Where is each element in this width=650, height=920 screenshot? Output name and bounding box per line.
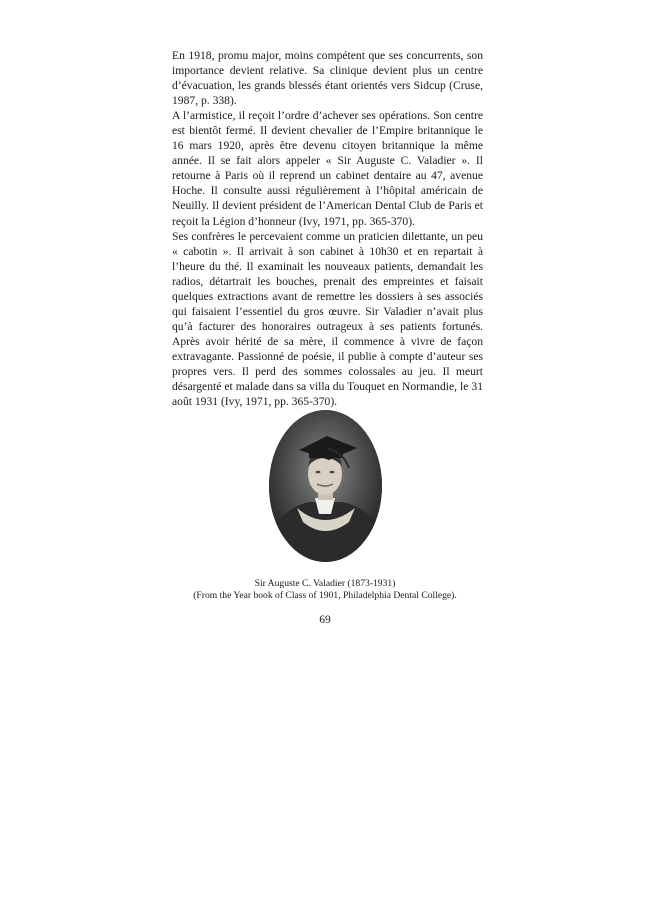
page-number: 69	[319, 613, 331, 626]
paragraph-3: Ses confrères le percevaient comme un praticien dilettante, un peu « cabotin ». Il arrivait à son cabinet à 10h30 et en repartait à l’heure du thé. Il examinait les nouveaux patients, demandait les radios, détartrait les bouches, prenait des empreintes et faisait quelques extractions avant de remettre les dossiers à ses associés qui faisaient l’essentiel du gros œuvre. Sir Valadier n’avait plus qu’à facturer des honoraires outrageux à ses patients fortunés. Après avoir hérité de sa mère, il commence à vivre de façon extravagante. Passionné de poésie, il publie à compte d’auteur ses propres vers. Il perd des sommes colossales au jeu. Il meurt désargenté et malade dans sa villa du Touquet en Normandie, le 31 août 1931 (Ivy, 1971, pp. 365-370).	[172, 229, 483, 409]
figure-caption-source: (From the Year book of Class of 1901, Philadelphia Dental College).	[193, 590, 457, 601]
figure-caption-title: Sir Auguste C. Valadier (1873-1931)	[254, 578, 396, 589]
body-text	[172, 48, 483, 409]
paragraph-1: En 1918, promu major, moins compétent que ses concurrents, son importance devient relative. Sa clinique devient plus un centre d’évacuation, les grands blessés étant orientés vers Sidcup (Cruse, 1987, p. 338).	[172, 49, 483, 108]
paragraph-2: A l’armistice, il reçoit l’ordre d’achever ses opérations. Son centre est bientôt fermé. Il devient chevalier de l’Empire britannique le 16 mars 1920, après être devenu citoyen britannique la même année. Il se fait alors appeler « Sir Auguste C. Valadier ». Il retourne à Paris où il reprend un cabinet dentaire au 47, avenue Hoche. Il consulte aussi régulièrement à l’hôpital américain de Neuilly. Il devient président de l’American Dental Club de Paris et reçoit la Légion d’honneur (Ivy, 1971, pp. 365-370).	[172, 109, 483, 228]
portrait-photo	[269, 410, 382, 562]
